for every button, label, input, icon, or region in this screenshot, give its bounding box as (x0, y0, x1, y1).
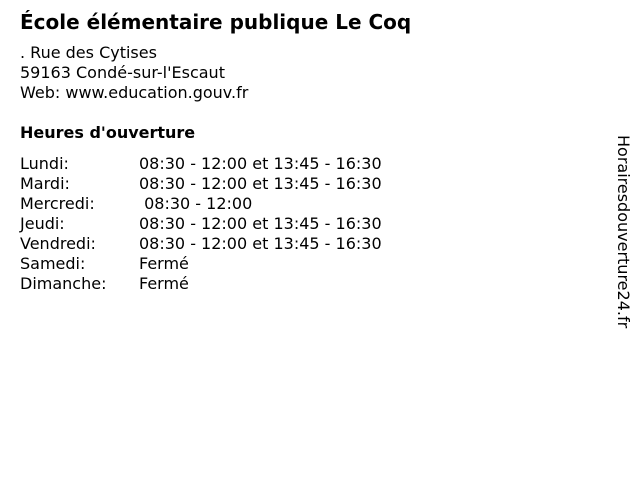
hours-value: 08:30 - 12:00 et 13:45 - 16:30 (139, 214, 382, 233)
table-row (20, 274, 382, 294)
table-row (20, 254, 382, 274)
watermark-text: Horairesdouverture24.fr (614, 135, 633, 329)
hours-value: 08:30 - 12:00 (139, 194, 253, 213)
day-label: Lundi: (20, 154, 69, 173)
day-label: Samedi: (20, 254, 86, 273)
table-row (20, 214, 382, 234)
hours-value: Fermé (139, 274, 189, 293)
day-label: Mardi: (20, 174, 70, 193)
page-title: École élémentaire publique Le Coq (20, 10, 412, 34)
hours-value: 08:30 - 12:00 et 13:45 - 16:30 (139, 174, 382, 193)
site-watermark (611, 135, 635, 375)
table-row (20, 234, 382, 254)
website-line: Web: www.education.gouv.fr (20, 83, 249, 102)
hours-value: 08:30 - 12:00 et 13:45 - 16:30 (139, 234, 382, 253)
day-label: Dimanche: (20, 274, 107, 293)
table-row (20, 154, 382, 174)
street-address: . Rue des Cytises (20, 43, 157, 62)
hours-value: 08:30 - 12:00 et 13:45 - 16:30 (139, 154, 382, 173)
address-block (20, 43, 248, 103)
day-label: Jeudi: (20, 214, 65, 233)
opening-hours-table (20, 154, 382, 294)
city-address: 59163 Condé-sur-l'Escaut (20, 63, 225, 82)
opening-hours-heading: Heures d'ouverture (20, 123, 196, 142)
day-label: Vendredi: (20, 234, 96, 253)
hours-value: Fermé (139, 254, 189, 273)
table-row (20, 174, 382, 194)
day-label: Mercredi: (20, 194, 95, 213)
table-row (20, 194, 382, 214)
